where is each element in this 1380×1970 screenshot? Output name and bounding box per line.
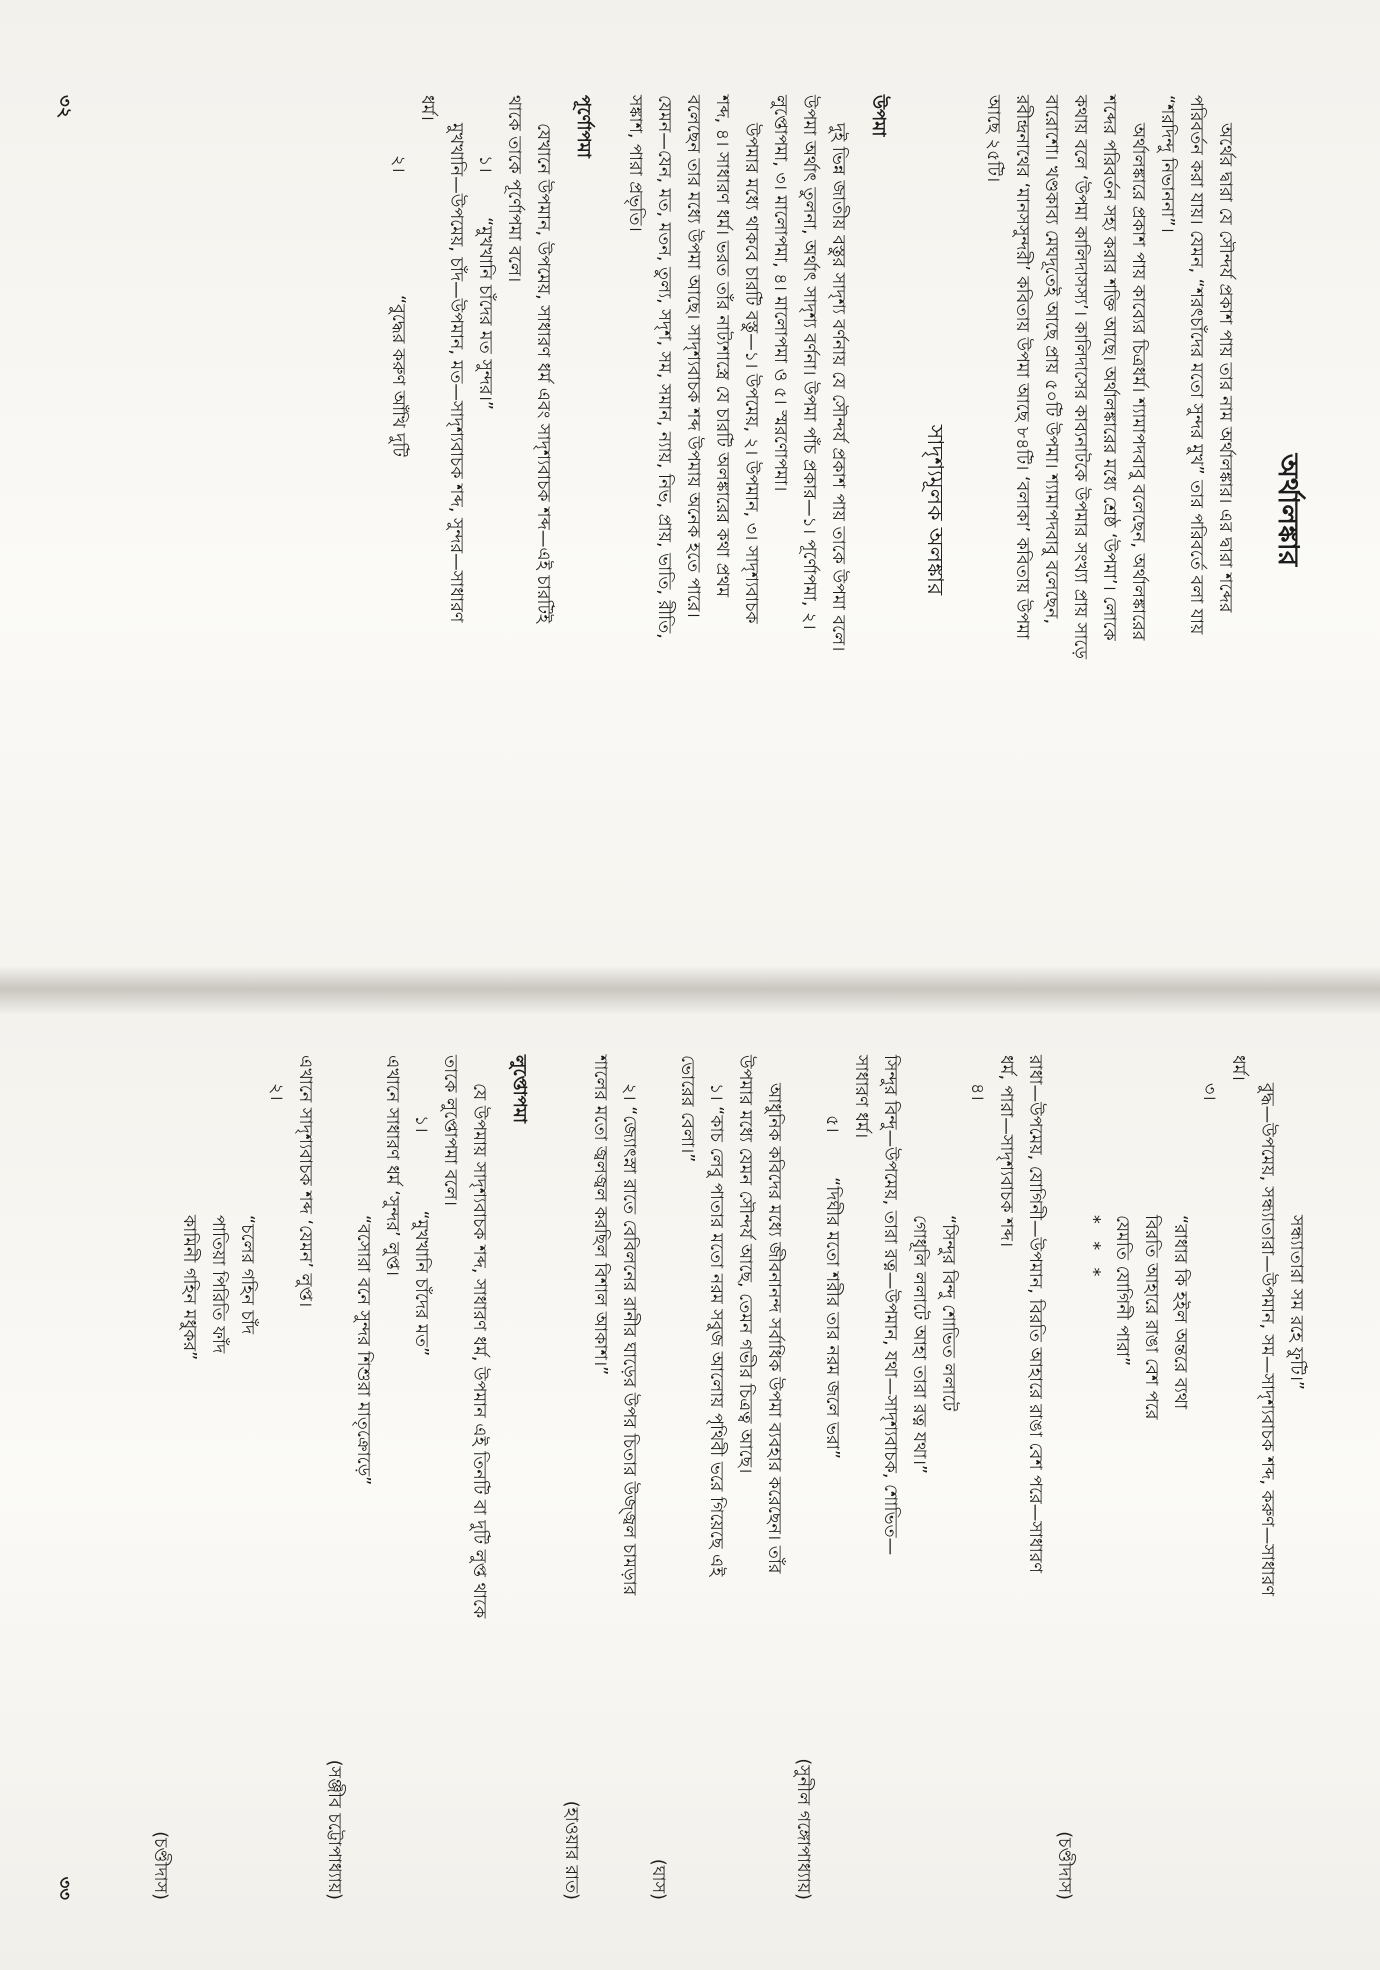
text-line: দুই ভিন্ন জাতীয় বস্তুর সাদৃশ্য বর্ণনায় যে সৌন্দর্য প্রকাশ পায় তাকে উপমা বলে। xyxy=(828,123,848,652)
example-number: ২। xyxy=(388,155,408,173)
text-line: সন্ধ্যাতারা সম রহে ফুটি।” xyxy=(1286,1215,1306,1390)
source-citation: (ঘাস) xyxy=(648,1858,668,1900)
text-line: অর্থের দ্বারা যে সৌন্দর্য প্রকাশ পায় তার নাম অর্থালঙ্কার। এর দ্বারা শব্দের xyxy=(1215,123,1235,613)
text-line: বলেছেন তার মধ্যে উপমা আছে। সাদৃশ্যবাচক শব্দ উপমায় অনেক হতে পারে। xyxy=(683,95,703,618)
example-number: ৪। xyxy=(967,1083,987,1101)
text-line: শালের মতো জ্বলজ্বল করছিল বিশাল আকাশ।” xyxy=(590,1055,610,1376)
text-line: এখানে সাধারণ ধর্ম ‘সুন্দর’ লুপ্ত। xyxy=(382,1055,402,1276)
text-line: যেখানে উপমান, উপমেয়, সাধারণ ধর্ম এবং সাদৃশ্যবাচক শব্দ—এই চারটিই xyxy=(533,123,553,624)
text-line: “শরদিন্দু নিভাননা”। xyxy=(1157,95,1177,233)
text-line: বারোশো। খণ্ডকাব্য মেঘদূতেই আছে প্রায় ৫০টি উপমা। শ্যামাপদবাবু বলেছেন, xyxy=(1041,95,1061,625)
quote-line: “রাধার কি হইল অন্তরে ব্যথা xyxy=(1170,1215,1190,1410)
page-33 xyxy=(0,985,1380,1970)
example-number: ১। xyxy=(411,1115,431,1133)
source-citation: (সঞ্জীব চট্টোপাধ্যায়) xyxy=(324,1759,344,1900)
quote-line: পাতিয়া পিরিতি ফাঁদ xyxy=(208,1215,228,1354)
text-line: মুখখানি—উপমেয়, চাঁদ—উপমান, মত—সাদৃশ্যবাচক শব্দ, সুন্দর—সাধারণ xyxy=(446,123,466,623)
text-line: থাকে তাকে পূর্ণোপমা বলে। xyxy=(504,95,524,283)
text-line: ধর্ম। xyxy=(417,95,437,121)
text-line: যেমন—যেন, মত, মতন, তুল্য, সদৃশ, সম, সমান, ন্যায়, নিভ, প্রায়, ভাতি, রীতি, xyxy=(654,95,674,639)
example-number: ৩। xyxy=(1199,1083,1219,1101)
quote-line: “সিন্দুর বিন্দু শোভিত ললাটে xyxy=(938,1215,958,1412)
source-citation: (সুনীল গঙ্গোপাধ্যায়) xyxy=(793,1758,813,1900)
text-line: উপমার মধ্যে যেমন সৌন্দর্য আছে, তেমন গভীর চিত্রত্ব আছে। xyxy=(735,1055,755,1474)
quote-line: বিরতি আহারে রাঙা বেশ পরে xyxy=(1141,1215,1161,1420)
text-line: সঙ্কাশ, পারা প্রভৃতি। xyxy=(625,95,645,232)
text-line: পরিবর্তন করা যায়। যেমন, “শরৎচাঁদের মতো সুন্দর মুখ” তার পরিবর্তে বলা যায় xyxy=(1186,95,1206,635)
luptopama-heading: লুপ্তোপমা xyxy=(509,1055,530,1124)
text-line: ২। “জ্যোৎস্না রাতে বেবিলনের রানীর ঘাড়ের উপর চিতার উজ্জ্বল চামড়ার xyxy=(619,1083,639,1596)
text-line: ধর্ম। xyxy=(1228,1055,1248,1081)
text-line: কথায় বলে ‘উপমা কালিদাসস্য’। কালিদাসের কাব্যনাটকে উপমার সংখ্যা প্রায় সাড়ে xyxy=(1070,95,1090,659)
example-quote xyxy=(383,95,412,925)
text-line: শব্দ, ৪। সাধারণ ধর্ম। ভরত তাঁর নাট্যশাস্ত্রে যে চারটি অলঙ্কারের কথা প্রথম xyxy=(712,95,732,597)
chapter-title: অর্থালঙ্কার xyxy=(1272,453,1305,567)
text-line: এখানে সাদৃশ্যবাচক শব্দ ‘যেমন’ লুপ্ত। xyxy=(295,1055,315,1308)
example-text: “মুখখানি চাঁদের মত সুন্দর।” xyxy=(475,217,495,410)
text-line: আছে ২৫টি। xyxy=(983,95,1003,183)
source-citation: (চণ্ডীদাস) xyxy=(1054,1831,1074,1900)
example-text: “মুখখানি চাঁদের মত” xyxy=(411,1210,431,1357)
source-citation: (হাওয়ার রাত) xyxy=(561,1800,581,1900)
source-citation: (চণ্ডীদাস) xyxy=(150,1831,170,1900)
text-line: রাধা—উপমেয়, যোগিনী—উপমান, বিরতি আহারে রাঙা বেশ পরে—সাধারণ xyxy=(1025,1055,1045,1574)
text-line: ১। “কাচ লেবু পাতার মতো নরম সবুজ আলোয় পৃথিবী ভরে গিয়েছে এই xyxy=(706,1083,726,1577)
quote-line: কামিনী গহিন মধুকর” xyxy=(179,1215,199,1361)
upama-heading: উপমা xyxy=(868,95,889,137)
quote-line: “চলের গহিন চাঁদ xyxy=(237,1215,257,1335)
text-line: তাকে লুপ্তোপমা বলে। xyxy=(440,1055,460,1206)
page-number: ৩২ xyxy=(54,95,75,119)
example-quote xyxy=(817,1055,846,1900)
text-line: লুপ্তোপমা, ৩। মালোপমা, ৪। মালোপমা ও ৫। স্মরণোপমা। xyxy=(770,95,790,492)
purnopama-heading: পূর্ণোপমা xyxy=(573,95,594,158)
example-number: ২। xyxy=(266,1083,286,1101)
example-number: ৫। xyxy=(822,1115,842,1133)
text-line: আধুনিক কবিদের মধ্যে জীবনানন্দ সর্বাধিক উপমা ব্যবহার করেছেন। তাঁর xyxy=(764,1083,784,1574)
text-line: ভোরের বেলা।” xyxy=(677,1055,697,1163)
example-text: “দিঘীর মতো শরীর তার নরম জলে ভরা” xyxy=(822,1177,842,1459)
example-quote xyxy=(406,1055,435,1900)
example-quote xyxy=(470,95,499,925)
text-line: সিন্দুর বিন্দু—উপমেয়, তারা রত্ন—উপমান, যথা—সাদৃশ্যবাচক, শোভিত— xyxy=(880,1055,900,1556)
ellipsis-stars: * * * xyxy=(1083,1215,1103,1283)
example-number: ১। xyxy=(475,155,495,173)
text-line: উপমার মধ্যে থাকবে চারটি বস্তু—১। উপমেয়, ২। উপমান, ৩। সাদৃশ্যবাচক xyxy=(741,123,761,624)
text-line: উপমা অর্থাৎ তুলনা, অর্থাৎ সাদৃশ্য বর্ণনা। উপমা পাঁচ প্রকার—১। পূর্ণোপমা, ২। xyxy=(799,95,819,630)
text-line: সাধারণ ধর্ম। xyxy=(851,1055,871,1139)
text-line: অর্থালঙ্কারে প্রকাশ পায় কাব্যের চিত্রধর্ম। শ্যামাপদবাবু বলেছেন, অর্থালঙ্কারের xyxy=(1128,123,1148,641)
text-line: ধর্ম, পারা—সাদৃশ্যবাচক শব্দ। xyxy=(996,1055,1016,1248)
text-line: বুদ্ধ—উপমেয়, সন্ধ্যাতারা—উপমান, সম—সাদৃশ্যবাচক শব্দ, করুণ—সাধারণ xyxy=(1257,1083,1277,1596)
quote-line: গোধূলি ললাটে আহা তারা রত্ন যথা।” xyxy=(909,1215,929,1474)
text-line: যে উপমায় সাদৃশ্যবাচক শব্দ, সাধারণ ধর্ম, উপমান এই তিনটি বা দুটি লুপ্ত থাকে xyxy=(469,1083,489,1619)
page-number: ৩৩ xyxy=(54,1876,75,1900)
quote-line: যেমতি যোগিনী পারা” xyxy=(1112,1215,1132,1367)
section-title: সাদৃশ্যমূলক অলঙ্কার xyxy=(922,424,947,596)
text-line: রবীন্দ্রনাথের ‘মানসসুন্দরী’ কবিতায় উপমা আছে ৮৪টি। ‘বলাকা’ কবিতায় উপমা xyxy=(1012,95,1032,640)
text-line: শব্দের পরিবর্তন সহ্য করার শক্তি আছে। অর্থালঙ্কারের মধ্যে শ্রেষ্ঠ ‘উপমা’। লোকে xyxy=(1099,95,1119,641)
quote-line: “বসোরা বনে সুন্দর শিশুরা মাতৃক্রোড়ে” xyxy=(353,1215,373,1486)
example-text: “বুদ্ধের করুণ আঁখি দুটি xyxy=(388,295,408,457)
